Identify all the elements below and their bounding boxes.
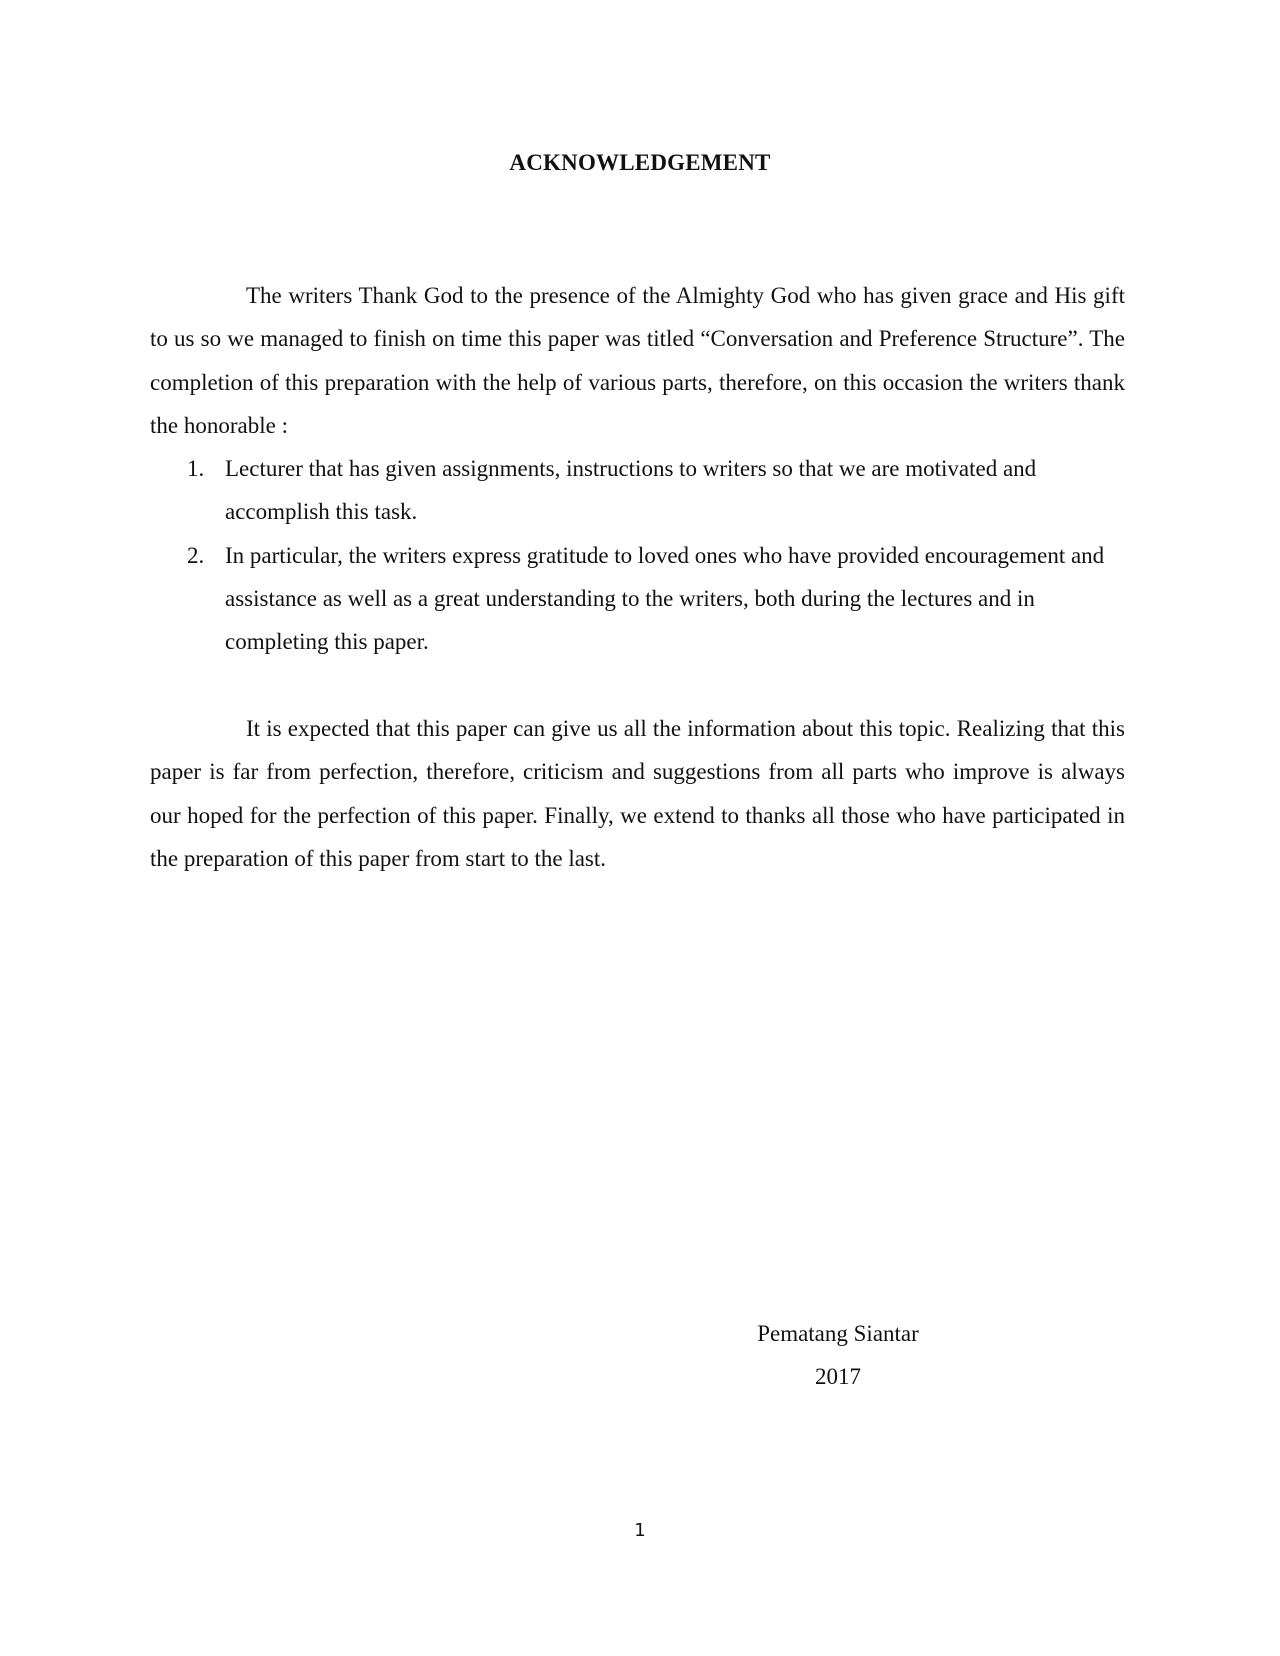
closing-paragraph: [150, 707, 1125, 880]
intro-paragraph: [150, 274, 1125, 447]
signature-place: Pematang Siantar: [757, 1321, 919, 1346]
list-item: [150, 447, 1130, 534]
list-item-number: 1.: [187, 456, 205, 481]
list-item-text: Lecturer that has given assignments, instructions to writers so that we are motivated and accomplish this task.: [225, 456, 1037, 525]
list-item: [150, 534, 1130, 664]
signature-year: 2017: [815, 1364, 861, 1389]
list-item-number: 2.: [187, 542, 205, 568]
signature-block: [700, 1312, 976, 1398]
closing-paragraph-text: It is expected that this paper can give us all the information about this topic. Realizing that this paper is far from perfection, therefore, criticism and suggestions from all parts who improve is always our hoped for the perfection of this paper. Finally, we extend to thanks all those who have participated in the preparation of this paper from start to the last.: [150, 716, 1125, 871]
page-title: ACKNOWLEDGEMENT: [509, 150, 771, 175]
intro-paragraph-text: The writers Thank God to the presence of the Almighty God who has given grace and His gift to us so we managed to finish on time this paper was titled “Conversation and Preference Structure”. The completion of this preparation with the help of various parts, therefore, on this occasion the writers thank the honorable :: [150, 283, 1125, 438]
page-number: 1: [634, 1520, 646, 1541]
list-item-text: In particular, the writers express gratitude to loved ones who have provided encouragement and assistance as well as a great understanding to the writers, both during the lectures and in completing this paper.: [225, 542, 1105, 655]
thanks-list: [150, 447, 1130, 663]
